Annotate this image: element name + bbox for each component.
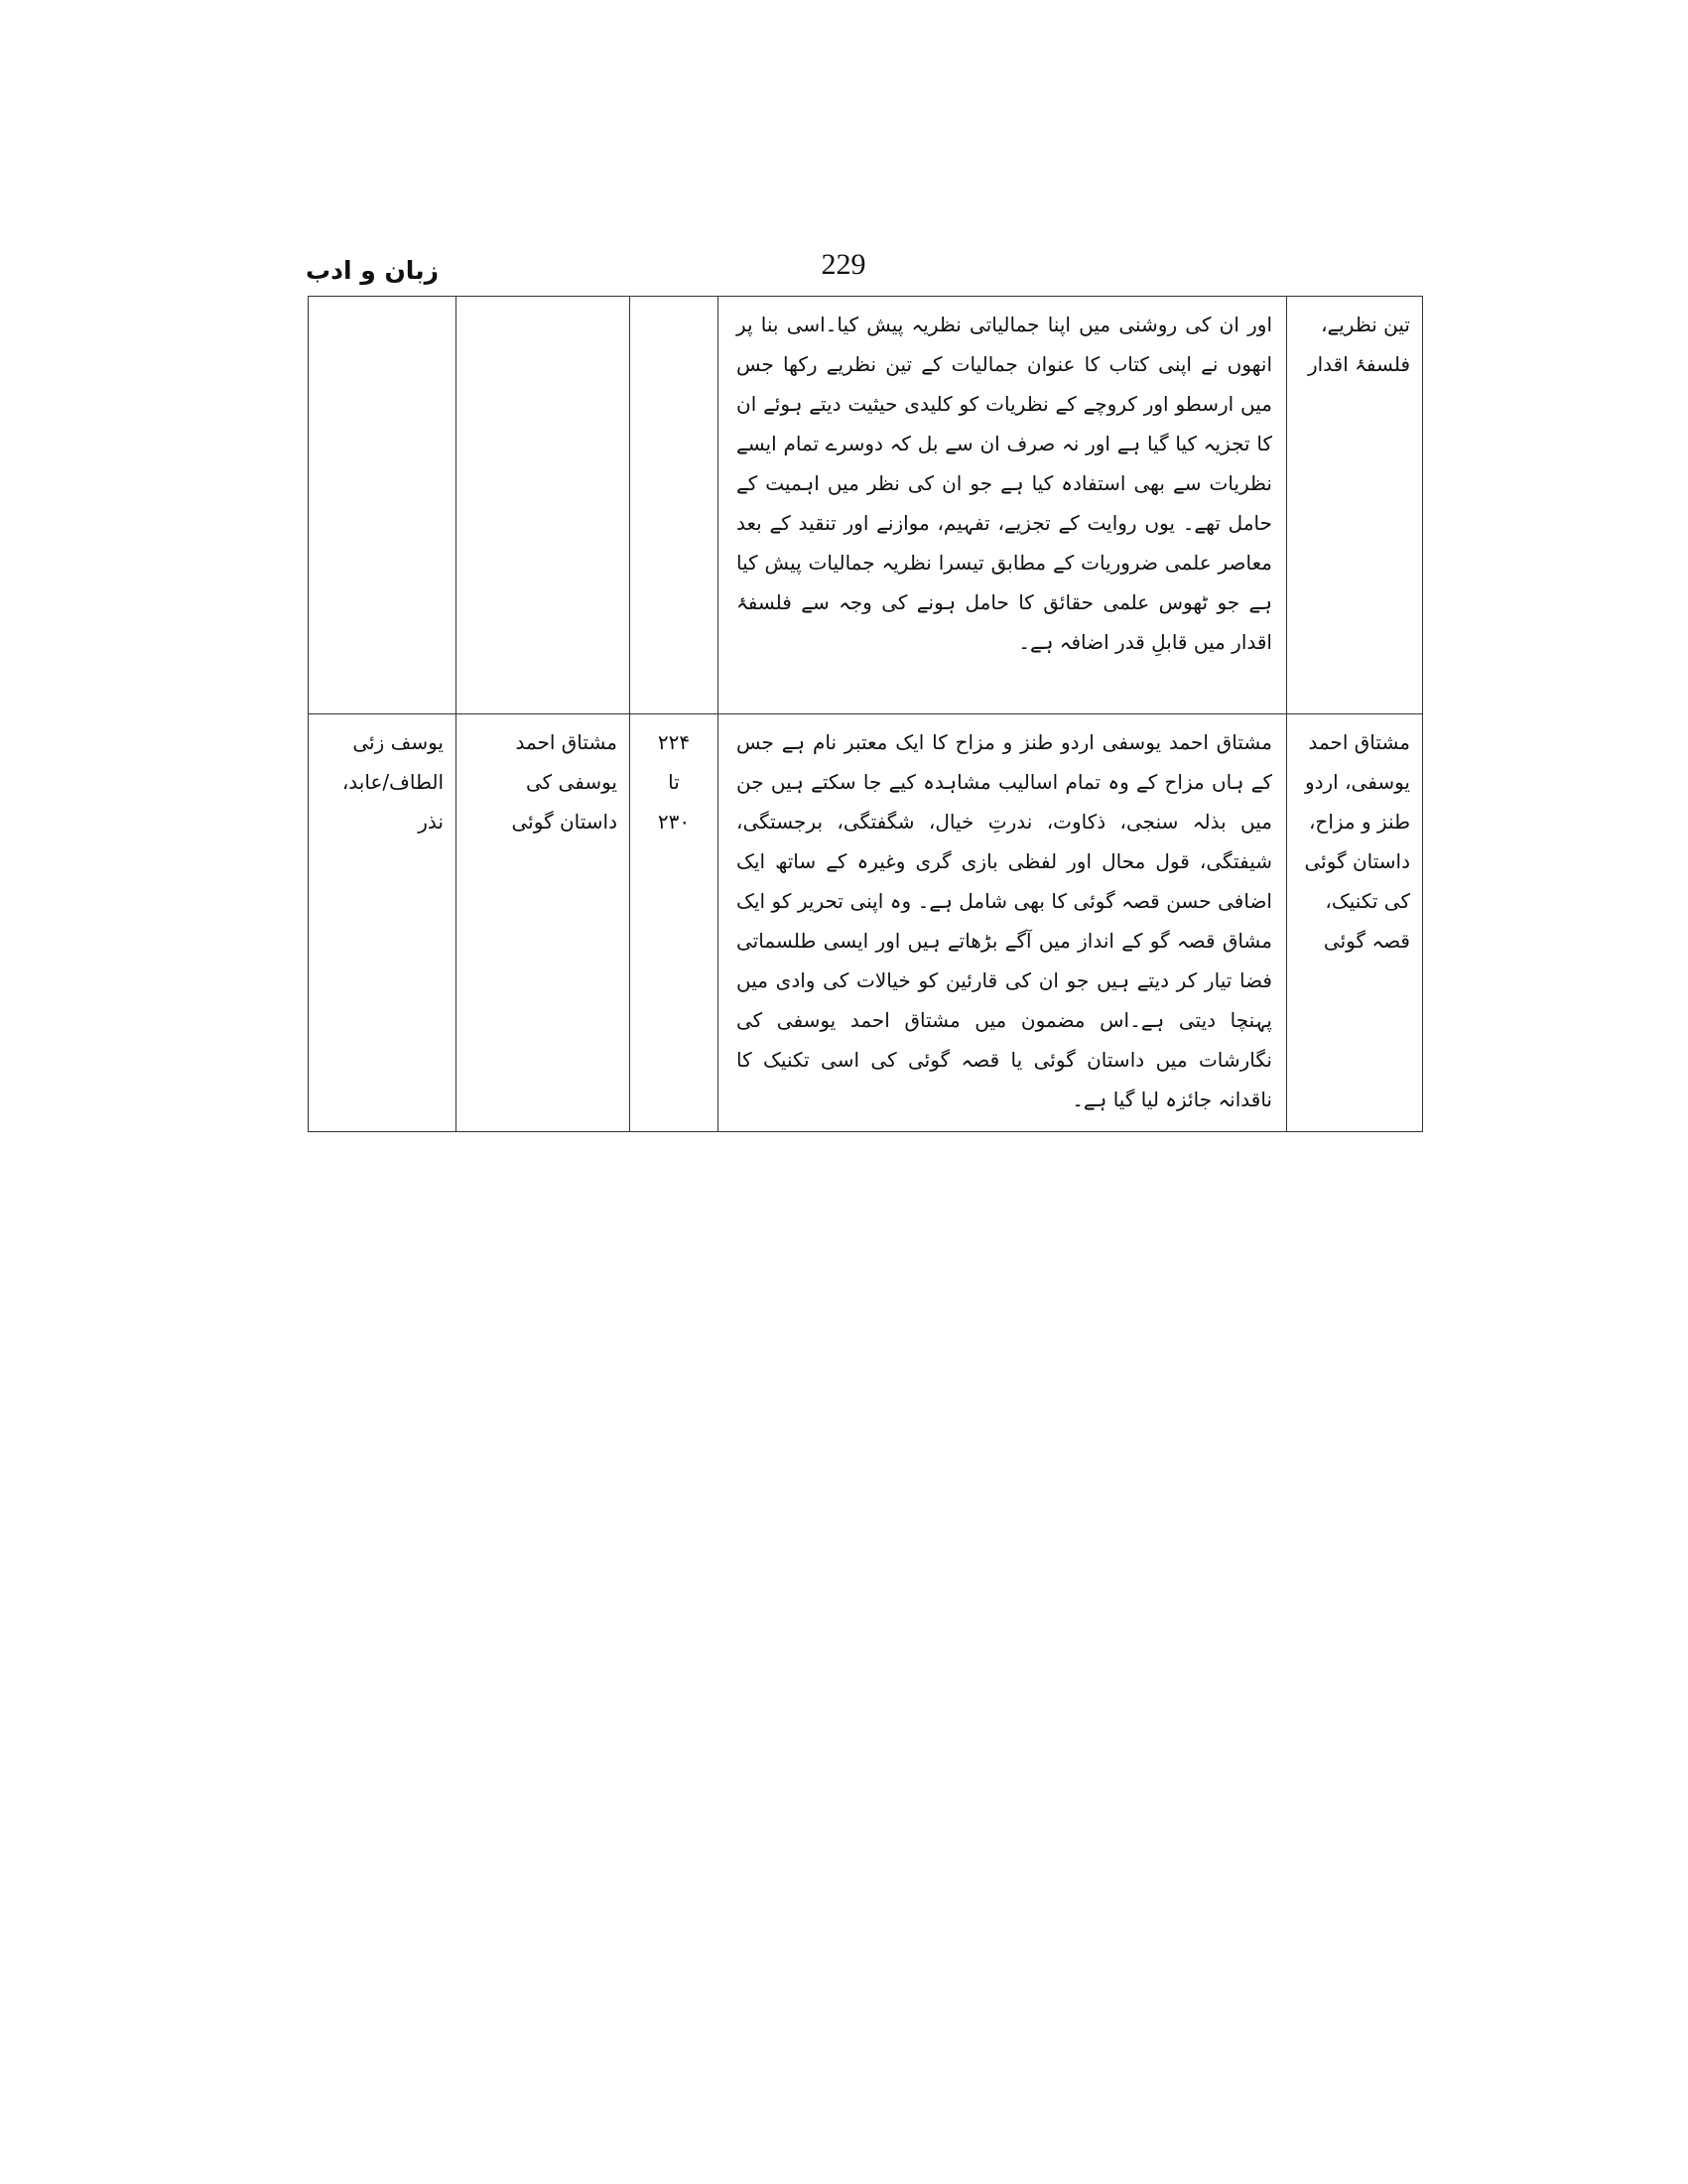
pages-cell [630,297,718,714]
page-end: ۲۳۰ [657,810,691,834]
abstract-cell: مشتاق احمد یوسفی اردو طنز و مزاح کا ایک معتبر نام ہے جس کے ہاں مزاح کے وہ تمام اسالیب مشاہدہ کیے جا سکتے ہیں جن میں بذلہ سنجی، ذکاوت، ندرتِ خیال، شگفتگی، برجستگی، شیفتگی، قول محال اور لفظی بازی گری وغیرہ کے ساتھ ایک اضافی حسن قصہ گوئی کا بھی شامل ہے۔ وہ اپنی تحریر کو ایک مشاق قصہ گو کے انداز میں آگے بڑھاتے ہیں اور ایسی طلسماتی فضا تیار کر دیتے ہیں جو ان کی قارئین کو خیالات کی وادی میں پہنچا دیتی ہے۔اس مضمون میں مشتاق احمد یوسفی کی نگارشات میں داستان گوئی یا قصہ گوئی کی اسی تکنیک کا ناقدانہ جائزہ لیا گیا ہے۔ [718,714,1287,1132]
page-start: ۲۲۴ [657,730,691,754]
title-cell [456,297,630,714]
author-cell [309,297,456,714]
keywords-cell: مشتاق احمد یوسفی، اردو طنز و مزاح، داستان گوئی کی تکنیک، قصہ گوئی [1287,714,1423,1132]
title-cell: مشتاق احمد یوسفی کی داستان گوئی [456,714,630,1132]
table-row [309,714,1423,1132]
journal-name: زبان و ادب [306,256,439,285]
page-number: 229 [821,248,866,281]
table-row [309,297,1423,714]
page-range-separator: تا [668,770,680,794]
author-cell: یوسف زئی الطاف/عابد، نذر [309,714,456,1132]
article-index-table [308,296,1423,1132]
abstract-cell: اور ان کی روشنی میں اپنا جمالیاتی نظریہ پیش کیا۔اسی بنا پر انھوں نے اپنی کتاب کا عنوان جمالیات کے تین نظریے رکھا جس میں ارسطو اور کروچے کے نظریات کو کلیدی حیثیت دیتے ہوئے ان کا تجزیہ کیا گیا ہے اور نہ صرف ان سے بل کہ دوسرے تمام ایسے نظریات سے بھی استفادہ کیا ہے جو ان کی نظر میں اہمیت کے حامل تھے۔ یوں روایت کے تجزیے، تفہیم، موازنے اور تنقید کے بعد معاصر علمی ضروریات کے مطابق تیسرا نظریہ جمالیات پیش کیا ہے جو ٹھوس علمی حقائق کا حامل ہونے کی وجہ سے فلسفۂ اقدار میں قابلِ قدر اضافہ ہے۔ [718,297,1287,714]
pages-cell [630,714,718,1132]
keywords-cell: تین نظریے، فلسفۂ اقدار [1287,297,1423,714]
